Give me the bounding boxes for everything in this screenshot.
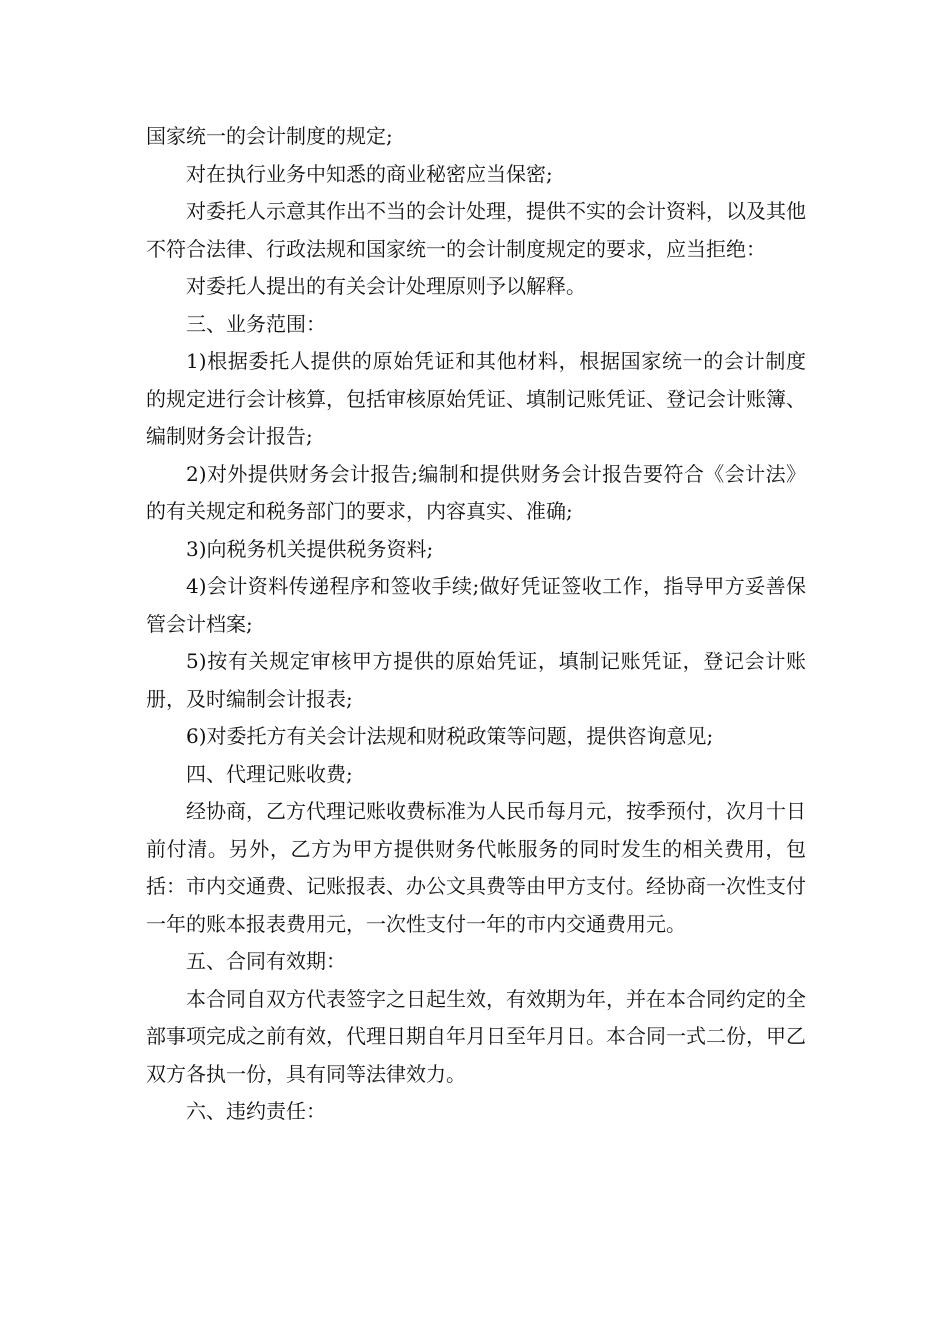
- paragraph-refusal: 对委托人示意其作出不当的会计处理，提供不实的会计资料，以及其他不符合法律、行政法规和国家统一的会计制度规定的要求，应当拒绝：: [146, 199, 806, 261]
- paragraph-validity: 本合同自双方代表签字之日起生效，有效期为年，并在本合同约定的全部事项完成之前有效，代理日期自年月日至年月日。本合同一式二份，甲乙双方各执一份，具有同等法律效力。: [146, 986, 806, 1086]
- section-heading-validity: 五、合同有效期：: [186, 949, 346, 973]
- paragraph-continuation: 国家统一的会计制度的规定;: [146, 124, 393, 148]
- paragraph-confidentiality: 对在执行业务中知悉的商业秘密应当保密;: [186, 161, 553, 186]
- section-heading-fees: 四、代理记账收费;: [186, 761, 353, 786]
- scope-item-2: 2)对外提供财务会计报告;编制和提供财务会计报告要符合《会计法》的有关规定和税务部门的要求，内容真实、准确;: [146, 461, 806, 523]
- scope-item-4: 4)会计资料传递程序和签收手续;做好凭证签收工作，指导甲方妥善保管会计档案;: [146, 574, 806, 636]
- paragraph-explanation: 对委托人提出的有关会计处理原则予以解释。: [186, 274, 586, 298]
- scope-item-6: 6)对委托方有关会计法规和财税政策等问题，提供咨询意见;: [186, 724, 714, 748]
- document-page: [146, 118, 806, 1131]
- section-heading-scope: 三、业务范围：: [186, 311, 326, 336]
- paragraph-fees: 经协商，乙方代理记账收费标准为人民币每月元，按季预付，次月十日前付清。另外，乙方为甲方提供财务代帐服务的同时发生的相关费用，包括：市内交通费、记账报表、办公文具费等由甲方支付。经协商一次性支付一年的账本报表费用元，一次性支付一年的市内交通费用元。: [146, 799, 806, 936]
- section-heading-liability: 六、违约责任：: [186, 1099, 326, 1123]
- scope-item-3: 3)向税务机关提供税务资料;: [186, 536, 434, 561]
- scope-item-1: 1)根据委托人提供的原始凭证和其他材料，根据国家统一的会计制度的规定进行会计核算，包括审核原始凭证、填制记账凭证、登记会计账簿、编制财务会计报告;: [146, 349, 806, 448]
- scope-item-5: 5)按有关规定审核甲方提供的原始凭证，填制记账凭证，登记会计账册，及时编制会计报表;: [146, 649, 806, 711]
